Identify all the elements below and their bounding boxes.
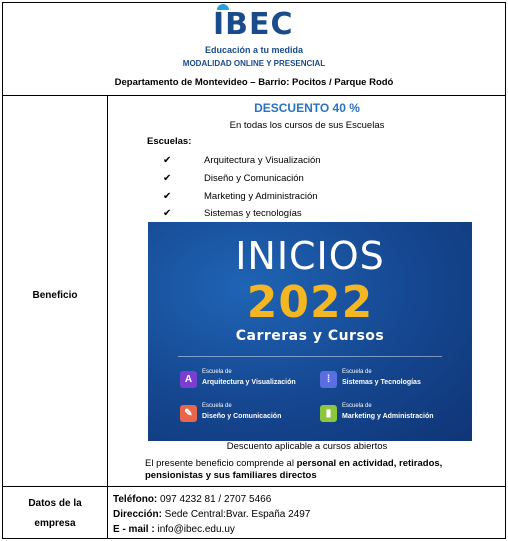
direccion-value: Sede Central:Bvar. España 2497 (161, 509, 311, 520)
discount-subtitle: En todas los cursos de sus Escuelas (229, 120, 385, 131)
comprende-bold: personal en actividad, retirados, pensionistas y sus familiares directos (145, 458, 443, 481)
tagline: Educación a tu medida (204, 45, 304, 55)
comprende-prefix: El presente beneficio comprende al (145, 458, 297, 469)
banner-item-name: Sistemas y Tecnologías (342, 379, 421, 386)
inicios-banner (148, 222, 472, 441)
school-name: Arquitectura y Visualización (204, 155, 321, 167)
direccion-label: Dirección: (113, 509, 162, 520)
banner-item-prefix: Escuela de (342, 369, 372, 375)
school-name: Marketing y Administración (204, 190, 318, 202)
chart-icon: ▮ (320, 405, 337, 422)
column-divider (107, 96, 108, 539)
check-icon: ✔ (163, 190, 172, 202)
list-item (163, 170, 321, 188)
compass-icon: A (180, 371, 197, 388)
school-list (163, 152, 321, 223)
escuelas-label: Escuelas: (147, 136, 192, 147)
list-item (163, 187, 321, 205)
telefono-label: Teléfono: (113, 494, 158, 505)
email-link[interactable]: info@ibec.edu.uy (154, 524, 235, 535)
banner-year: 2022 (246, 277, 374, 328)
logo-text: IBEC (213, 7, 294, 42)
discount-title: DESCUENTO 40 % (254, 101, 360, 115)
pen-icon: ✎ (180, 405, 197, 422)
check-icon: ✔ (163, 173, 172, 185)
check-icon: ✔ (163, 208, 172, 220)
header-section (3, 3, 505, 96)
banner-item-prefix: Escuela de (202, 403, 232, 409)
banner-item-prefix: Escuela de (202, 369, 232, 375)
ibec-logo (203, 7, 313, 43)
datos-label-line1: Datos de la (28, 498, 82, 509)
list-item (163, 152, 321, 170)
banner-item-name: Marketing y Administración (342, 413, 434, 420)
grid-icon: ⁞ (320, 371, 337, 388)
school-name: Sistemas y tecnologías (204, 208, 302, 220)
datos-empresa-label (3, 494, 107, 534)
beneficio-label: Beneficio (32, 290, 78, 301)
list-item (163, 205, 321, 223)
banner-item-name: Diseño y Comunicación (202, 413, 282, 420)
check-icon: ✔ (163, 155, 172, 167)
telefono-value[interactable]: 097 4232 81 / 2707 5466 (157, 494, 272, 505)
banner-item-prefix: Escuela de (342, 403, 372, 409)
row-divider (3, 486, 505, 487)
banner-subtitle: Carreras y Cursos (235, 328, 385, 344)
comprende-note (145, 458, 495, 482)
email-label: E - mail : (113, 524, 155, 535)
banner-divider (178, 356, 442, 357)
banner-headline: INICIOS (235, 234, 385, 278)
datos-label-line2: empresa (34, 518, 76, 529)
modalidad-text: MODALIDAD ONLINE Y PRESENCIAL (182, 59, 326, 68)
contact-info (113, 492, 310, 537)
aplicable-note: Descuento aplicable a cursos abiertos (226, 441, 388, 452)
agreement-sheet (2, 2, 506, 539)
school-name: Diseño y Comunicación (204, 173, 304, 185)
banner-item-name: Arquitectura y Visualización (202, 379, 296, 386)
departamento-text: Departamento de Montevideo – Barrio: Pocitos / Parque Rodó (114, 77, 394, 88)
